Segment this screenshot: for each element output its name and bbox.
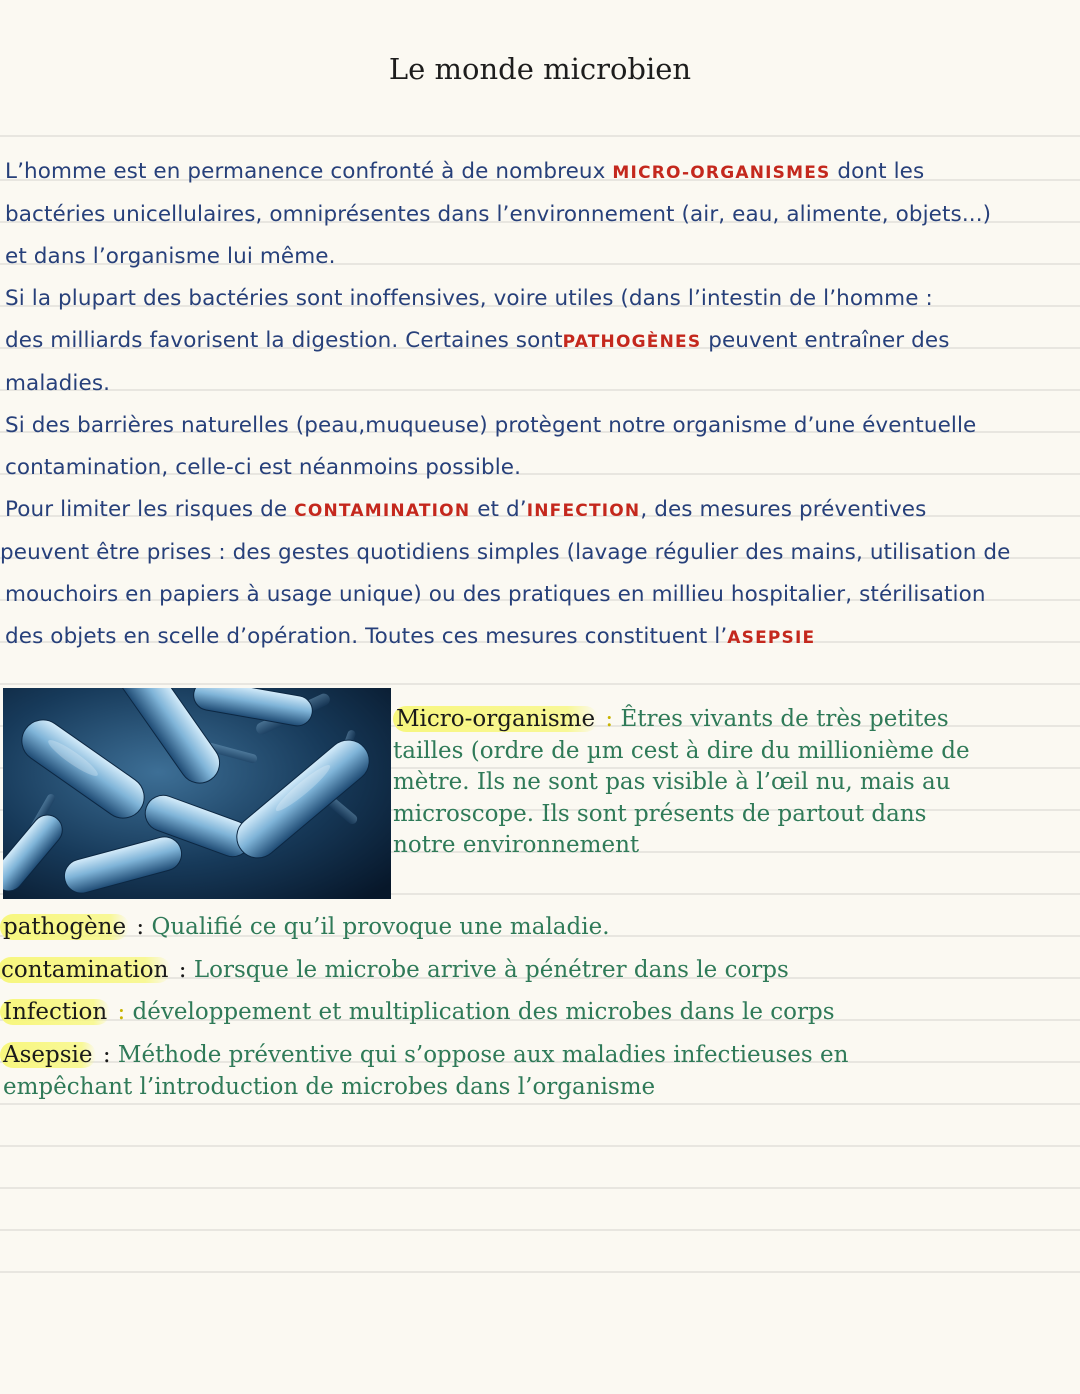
intro-line xyxy=(5,151,1075,194)
intro-line: Si la plupart des bactéries sont inoffensives, voire utiles (dans l’intestin de l’homme : xyxy=(5,286,933,311)
bacteria-image xyxy=(3,688,391,899)
intro-line: et dans l’organisme lui même. xyxy=(5,244,336,269)
definition-line xyxy=(0,1040,848,1072)
definition-text: développement et multiplication des microbes dans le corps xyxy=(132,999,835,1025)
text-span: , des mesures préventives xyxy=(640,497,927,522)
definition-line: tailles (ordre de µm cest à dire du millionième de xyxy=(393,737,970,764)
intro-line: bactéries unicellulaires, omniprésentes dans l’environnement (air, eau, alimente, objets...) xyxy=(5,202,992,227)
intro-line: mouchoirs en papiers à usage unique) ou des pratiques en millieu hospitalier, stérilisation xyxy=(5,582,986,607)
text-span: L’homme est en permanence confronté à de nombreux xyxy=(5,159,613,184)
keyword-contamination: CONTAMINATION xyxy=(294,501,471,521)
term-highlight: Asepsie xyxy=(0,1042,96,1068)
definition-contamination xyxy=(0,955,789,987)
intro-line: contamination, celle-ci est néanmoins possible. xyxy=(5,455,522,480)
text-span: peuvent entraîner des xyxy=(701,328,950,353)
definition-colon: : xyxy=(598,706,621,732)
definition-colon: : xyxy=(129,914,152,940)
term-highlight: pathogène xyxy=(0,914,129,940)
intro-paragraph xyxy=(0,151,1075,659)
keyword-asepsie: ASEPSIE xyxy=(727,628,816,648)
definition-text: Qualifié ce qu’il provoque une maladie. xyxy=(151,914,610,940)
intro-line xyxy=(5,320,1075,363)
text-span: dont les xyxy=(830,159,925,184)
term-highlight: contamination xyxy=(0,957,171,983)
definition-line xyxy=(393,704,970,736)
term-highlight: Micro-organisme xyxy=(393,706,598,732)
definition-micro-organisme xyxy=(393,704,970,862)
text-span: Pour limiter les risques de xyxy=(5,497,295,522)
definition-text: Méthode préventive qui s’oppose aux maladies infectieuses en xyxy=(117,1042,849,1068)
bacteria-illustration-icon xyxy=(3,688,391,899)
keyword-infection: INFECTION xyxy=(526,501,641,521)
intro-line: peuvent être prises : des gestes quotidiens simples (lavage régulier des mains, utilisation de xyxy=(0,540,1011,565)
definition-line: notre environnement xyxy=(393,832,640,858)
definition-colon: : xyxy=(171,957,194,983)
text-span: et d’ xyxy=(470,497,527,522)
intro-line xyxy=(5,616,1075,659)
definition-pathogene xyxy=(0,912,610,944)
definition-colon: : xyxy=(95,1042,118,1068)
page-title: Le monde microbien xyxy=(388,52,692,86)
definition-infection xyxy=(0,997,835,1029)
text-span: des objets en scelle d’opération. Toutes ces mesures constituent l’ xyxy=(5,624,728,649)
intro-line: maladies. xyxy=(5,371,111,396)
definition-asepsie xyxy=(0,1040,848,1103)
text-span: des milliards favorisent la digestion. Certaines sont xyxy=(5,328,563,353)
definition-line: microscope. Ils sont présents de partout dans xyxy=(393,800,927,827)
definition-line: mètre. Ils ne sont pas visible à l’œil nu, mais au xyxy=(393,769,951,795)
intro-line xyxy=(5,489,1075,532)
keyword-micro-organismes: MICRO-ORGANISMES xyxy=(612,163,831,183)
intro-line: Si des barrières naturelles (peau,muqueuse) protègent notre organisme d’une éventuelle xyxy=(5,413,977,438)
keyword-pathogenes: PATHOGÈNES xyxy=(562,332,702,352)
term-highlight: Infection xyxy=(0,999,110,1025)
definition-text: Êtres vivants de très petites xyxy=(620,706,949,732)
definition-text: Lorsque le microbe arrive à pénétrer dans le corps xyxy=(193,957,789,983)
definition-line: empêchant l’introduction de microbes dans l’organisme xyxy=(3,1073,656,1100)
definition-colon: : xyxy=(110,999,133,1025)
